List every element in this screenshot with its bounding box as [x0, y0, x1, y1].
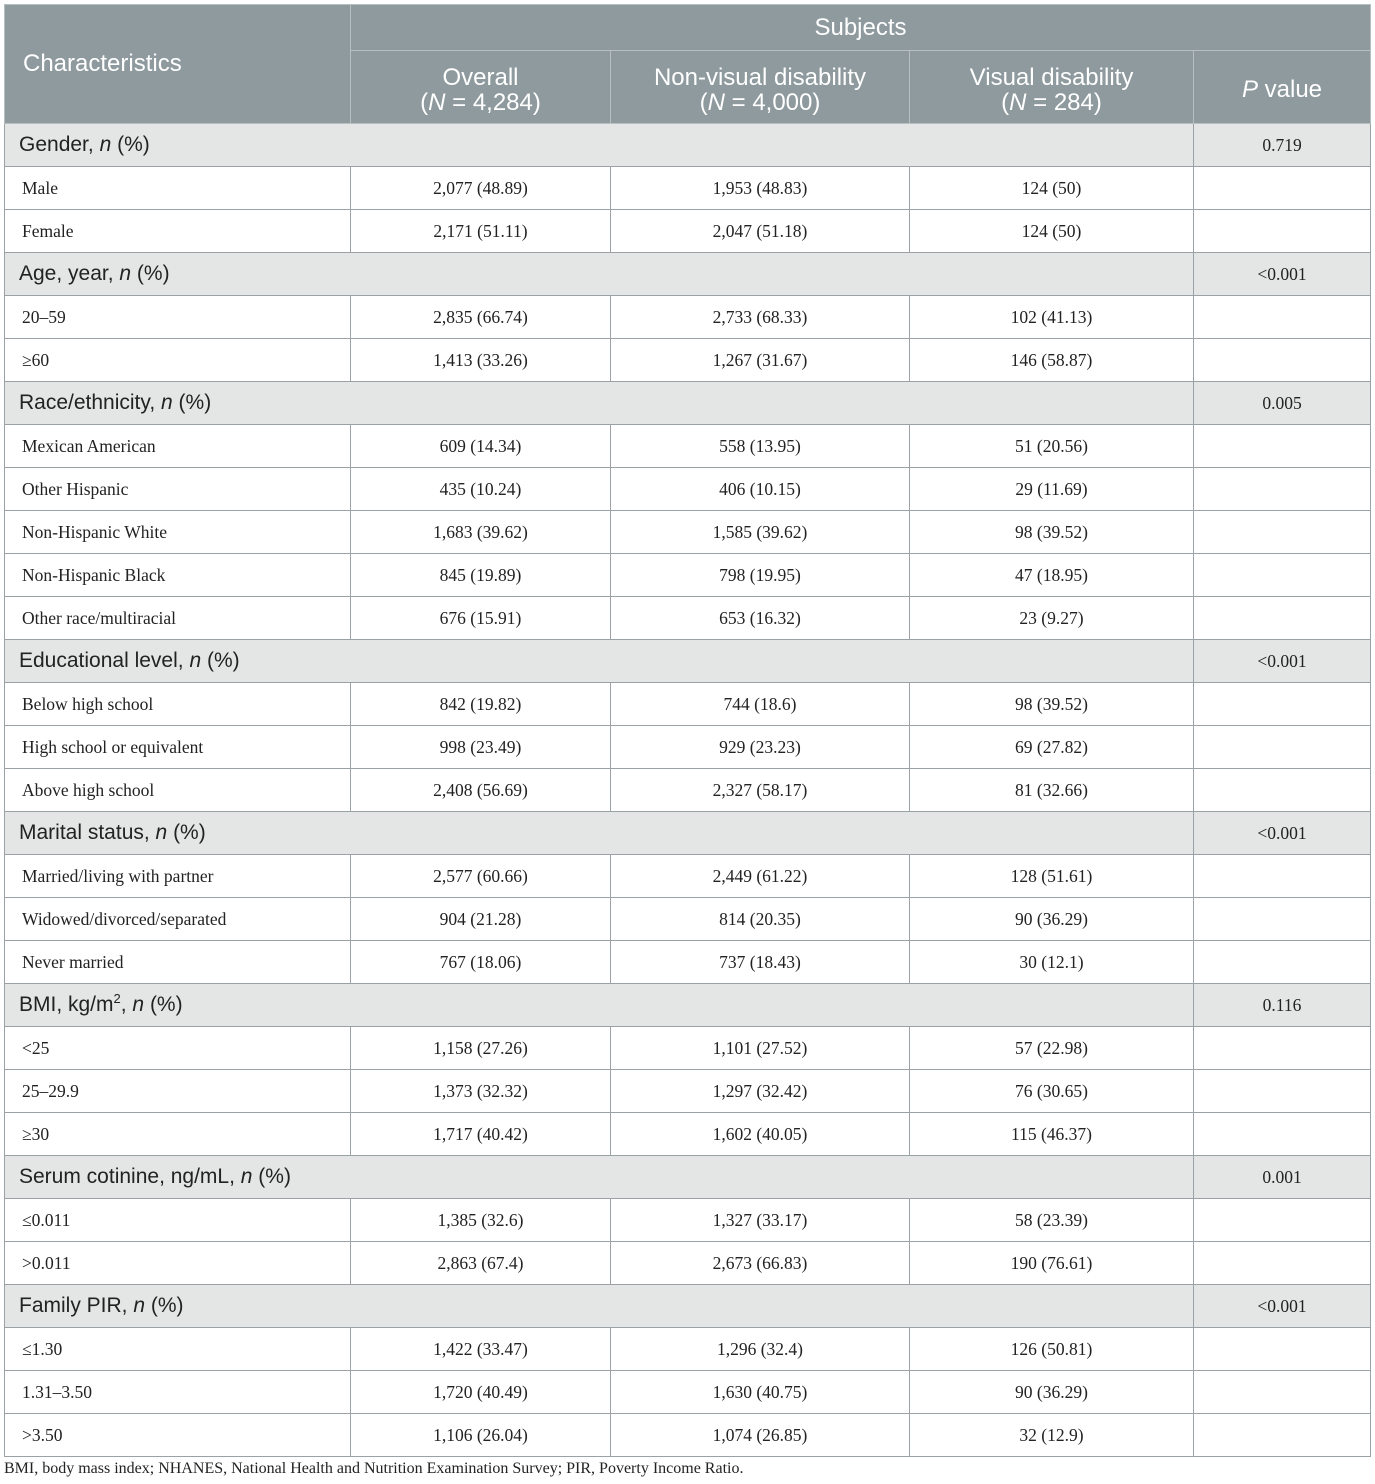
table-row [5, 855, 1371, 898]
table-row [5, 1414, 1371, 1457]
section-p-value: <0.001 [1194, 812, 1371, 855]
cell-visual: 30 (12.1) [910, 941, 1194, 984]
table-row [5, 554, 1371, 597]
cell-overall: 2,863 (67.4) [351, 1242, 611, 1285]
cell-p-value-empty [1194, 597, 1371, 640]
cell-overall: 1,683 (39.62) [351, 511, 611, 554]
cell-p-value-empty [1194, 898, 1371, 941]
row-label: Other Hispanic [5, 468, 351, 511]
cell-p-value-empty [1194, 1027, 1371, 1070]
cell-non-visual: 744 (18.6) [611, 683, 910, 726]
table-row [5, 1199, 1371, 1242]
cell-p-value-empty [1194, 855, 1371, 898]
cell-overall: 998 (23.49) [351, 726, 611, 769]
section-p-value: <0.001 [1194, 1285, 1371, 1328]
cell-visual: 47 (18.95) [910, 554, 1194, 597]
cell-visual: 124 (50) [910, 210, 1194, 253]
section-label-n: n [161, 391, 173, 414]
cell-non-visual: 1,585 (39.62) [611, 511, 910, 554]
cell-non-visual: 2,047 (51.18) [611, 210, 910, 253]
header-subjects: Subjects [351, 5, 1371, 51]
row-label: >0.011 [5, 1242, 351, 1285]
cell-visual: 128 (51.61) [910, 855, 1194, 898]
cell-non-visual: 1,101 (27.52) [611, 1027, 910, 1070]
section-label-text: Serum cotinine, ng/mL, [19, 1165, 241, 1188]
cell-visual: 81 (32.66) [910, 769, 1194, 812]
cell-overall: 2,835 (66.74) [351, 296, 611, 339]
section-label [5, 640, 1194, 683]
table-row [5, 1113, 1371, 1156]
cell-overall: 2,577 (60.66) [351, 855, 611, 898]
table-row [5, 769, 1371, 812]
cell-overall: 2,077 (48.89) [351, 167, 611, 210]
header-visual-name: Visual disability [969, 63, 1134, 91]
header-p-rest: value [1257, 76, 1323, 104]
section-label-n: n [99, 133, 112, 156]
row-label: Non-Hispanic White [5, 511, 351, 554]
section-label-pct: (%) [252, 1165, 291, 1188]
table-row [5, 683, 1371, 726]
section-label-text: Age, year, [19, 262, 120, 285]
section-label [5, 1285, 1194, 1328]
section-label-mid: , [120, 993, 133, 1016]
table-body [5, 124, 1371, 1457]
row-label: Female [5, 210, 351, 253]
cell-p-value-empty [1194, 167, 1371, 210]
section-row [5, 812, 1371, 855]
cell-overall: 1,413 (33.26) [351, 339, 611, 382]
row-label: Above high school [5, 769, 351, 812]
cell-non-visual: 1,327 (33.17) [611, 1199, 910, 1242]
row-label: Non-Hispanic Black [5, 554, 351, 597]
table-row [5, 425, 1371, 468]
section-label-text: Race/ethnicity, [19, 391, 162, 414]
row-label: 20–59 [5, 296, 351, 339]
section-label-n: n [132, 993, 145, 1016]
cell-overall: 1,717 (40.42) [351, 1113, 611, 1156]
section-row [5, 382, 1371, 425]
table-row [5, 210, 1371, 253]
cell-visual: 90 (36.29) [910, 1371, 1194, 1414]
cell-overall: 609 (14.34) [351, 425, 611, 468]
section-row [5, 253, 1371, 296]
section-p-value: 0.005 [1194, 382, 1371, 425]
table-row [5, 726, 1371, 769]
cell-overall: 904 (21.28) [351, 898, 611, 941]
section-label-text: Gender, [19, 133, 100, 156]
row-label: Widowed/divorced/separated [5, 898, 351, 941]
cell-p-value-empty [1194, 210, 1371, 253]
cell-overall: 1,373 (32.32) [351, 1070, 611, 1113]
header-visual-n-value: = 284) [1026, 89, 1102, 116]
cell-visual: 124 (50) [910, 167, 1194, 210]
characteristics-table [4, 4, 1371, 1457]
section-row [5, 1156, 1371, 1199]
cell-overall: 1,158 (27.26) [351, 1027, 611, 1070]
section-label-n: n [189, 649, 202, 672]
cell-non-visual: 1,953 (48.83) [611, 167, 910, 210]
cell-overall: 1,720 (40.49) [351, 1371, 611, 1414]
cell-p-value-empty [1194, 683, 1371, 726]
section-label-pct: (%) [201, 649, 240, 672]
cell-non-visual: 1,602 (40.05) [611, 1113, 910, 1156]
cell-p-value-empty [1194, 1113, 1371, 1156]
header-overall-n-label: N [428, 89, 446, 116]
table-row [5, 339, 1371, 382]
section-label-pct: (%) [172, 391, 212, 414]
cell-overall: 767 (18.06) [351, 941, 611, 984]
cell-overall: 845 (19.89) [351, 554, 611, 597]
cell-p-value-empty [1194, 1371, 1371, 1414]
section-row [5, 640, 1371, 683]
cell-visual: 23 (9.27) [910, 597, 1194, 640]
cell-overall: 1,106 (26.04) [351, 1414, 611, 1457]
cell-visual: 146 (58.87) [910, 339, 1194, 382]
cell-non-visual: 653 (16.32) [611, 597, 910, 640]
cell-non-visual: 929 (23.23) [611, 726, 910, 769]
characteristics-table-container [4, 4, 1370, 1457]
section-row [5, 124, 1371, 167]
cell-overall: 2,171 (51.11) [351, 210, 611, 253]
cell-non-visual: 1,074 (26.85) [611, 1414, 910, 1457]
section-p-value: <0.001 [1194, 640, 1371, 683]
row-label: >3.50 [5, 1414, 351, 1457]
section-label-text: Family PIR, [19, 1294, 134, 1317]
section-label-sup: 2 [113, 991, 121, 1006]
section-label-text: Marital status, [19, 821, 156, 844]
cell-p-value-empty [1194, 425, 1371, 468]
cell-non-visual: 2,449 (61.22) [611, 855, 910, 898]
row-label: ≥60 [5, 339, 351, 382]
table-header [5, 5, 1371, 124]
section-label-pct: (%) [131, 262, 170, 285]
section-p-value: 0.719 [1194, 124, 1371, 167]
cell-overall: 1,385 (32.6) [351, 1199, 611, 1242]
cell-p-value-empty [1194, 1328, 1371, 1371]
section-p-value: <0.001 [1194, 253, 1371, 296]
section-p-value: 0.001 [1194, 1156, 1371, 1199]
cell-non-visual: 1,267 (31.67) [611, 339, 910, 382]
header-non-visual-name: Non-visual disability [653, 63, 867, 91]
cell-visual: 115 (46.37) [910, 1113, 1194, 1156]
cell-p-value-empty [1194, 1199, 1371, 1242]
header-visual-n-label: N [1009, 89, 1027, 116]
header-overall-n-open: ( [420, 89, 429, 116]
row-label: Never married [5, 941, 351, 984]
section-p-value: 0.116 [1194, 984, 1371, 1027]
header-characteristics: Characteristics [5, 5, 351, 124]
cell-non-visual: 737 (18.43) [611, 941, 910, 984]
row-label: High school or equivalent [5, 726, 351, 769]
cell-visual: 126 (50.81) [910, 1328, 1194, 1371]
cell-non-visual: 1,297 (32.42) [611, 1070, 910, 1113]
table-row [5, 1371, 1371, 1414]
cell-p-value-empty [1194, 511, 1371, 554]
header-non-visual-n-open: ( [699, 89, 708, 116]
row-label: ≤0.011 [5, 1199, 351, 1242]
table-row [5, 941, 1371, 984]
section-label-n: n [155, 821, 168, 844]
cell-non-visual: 2,733 (68.33) [611, 296, 910, 339]
cell-non-visual: 2,673 (66.83) [611, 1242, 910, 1285]
row-label: Married/living with partner [5, 855, 351, 898]
cell-visual: 190 (76.61) [910, 1242, 1194, 1285]
cell-p-value-empty [1194, 1242, 1371, 1285]
table-row [5, 1070, 1371, 1113]
cell-p-value-empty [1194, 296, 1371, 339]
header-overall-n-value: = 4,284) [445, 89, 541, 116]
header-non-visual-n-value: = 4,000) [724, 89, 821, 116]
cell-p-value-empty [1194, 941, 1371, 984]
header-overall-name: Overall [442, 63, 519, 91]
cell-visual: 57 (22.98) [910, 1027, 1194, 1070]
row-label: ≤1.30 [5, 1328, 351, 1371]
cell-overall: 1,422 (33.47) [351, 1328, 611, 1371]
section-label-text: BMI, kg/m [19, 993, 114, 1016]
header-p-value [1194, 51, 1371, 124]
table-row [5, 597, 1371, 640]
section-label [5, 124, 1194, 167]
row-label: Mexican American [5, 425, 351, 468]
cell-visual: 69 (27.82) [910, 726, 1194, 769]
section-label-n: n [119, 262, 132, 285]
cell-non-visual: 814 (20.35) [611, 898, 910, 941]
cell-p-value-empty [1194, 769, 1371, 812]
cell-p-value-empty [1194, 1070, 1371, 1113]
row-label: <25 [5, 1027, 351, 1070]
section-label [5, 984, 1194, 1027]
row-label: Below high school [5, 683, 351, 726]
header-visual-n-open: ( [1001, 89, 1010, 116]
row-label: Male [5, 167, 351, 210]
cell-non-visual: 2,327 (58.17) [611, 769, 910, 812]
table-row [5, 898, 1371, 941]
table-row [5, 511, 1371, 554]
table-row [5, 167, 1371, 210]
cell-visual: 58 (23.39) [910, 1199, 1194, 1242]
cell-non-visual: 406 (10.15) [611, 468, 910, 511]
cell-overall: 435 (10.24) [351, 468, 611, 511]
cell-visual: 102 (41.13) [910, 296, 1194, 339]
cell-p-value-empty [1194, 726, 1371, 769]
section-label-text: Educational level, [19, 649, 190, 672]
section-label [5, 812, 1194, 855]
cell-overall: 842 (19.82) [351, 683, 611, 726]
cell-non-visual: 1,296 (32.4) [611, 1328, 910, 1371]
cell-p-value-empty [1194, 1414, 1371, 1457]
cell-visual: 76 (30.65) [910, 1070, 1194, 1113]
table-footnote: BMI, body mass index; NHANES, National Health and Nutrition Examination Survey; PIR, Poverty Income Ratio. [4, 1460, 744, 1477]
section-row [5, 1285, 1371, 1328]
header-visual [910, 51, 1194, 124]
table-row [5, 1242, 1371, 1285]
cell-non-visual: 558 (13.95) [611, 425, 910, 468]
row-label: 25–29.9 [5, 1070, 351, 1113]
cell-overall: 2,408 (56.69) [351, 769, 611, 812]
cell-visual: 51 (20.56) [910, 425, 1194, 468]
cell-non-visual: 1,630 (40.75) [611, 1371, 910, 1414]
cell-visual: 98 (39.52) [910, 511, 1194, 554]
table-row [5, 1328, 1371, 1371]
cell-p-value-empty [1194, 339, 1371, 382]
header-p-italic: P [1241, 76, 1258, 104]
cell-visual: 98 (39.52) [910, 683, 1194, 726]
table-row [5, 468, 1371, 511]
section-label [5, 253, 1194, 296]
section-label-n: n [240, 1165, 253, 1188]
header-non-visual-n-label: N [707, 89, 725, 116]
section-label [5, 1156, 1194, 1199]
section-label-n: n [133, 1294, 146, 1317]
cell-visual: 32 (12.9) [910, 1414, 1194, 1457]
cell-p-value-empty [1194, 554, 1371, 597]
table-row [5, 296, 1371, 339]
section-label-pct: (%) [167, 821, 206, 844]
cell-visual: 29 (11.69) [910, 468, 1194, 511]
section-label-pct: (%) [145, 1294, 184, 1317]
cell-overall: 676 (15.91) [351, 597, 611, 640]
cell-visual: 90 (36.29) [910, 898, 1194, 941]
row-label: ≥30 [5, 1113, 351, 1156]
row-label: Other race/multiracial [5, 597, 351, 640]
table-row [5, 1027, 1371, 1070]
section-label [5, 382, 1194, 425]
section-label-pct: (%) [144, 993, 183, 1016]
header-non-visual [611, 51, 910, 124]
cell-p-value-empty [1194, 468, 1371, 511]
cell-non-visual: 798 (19.95) [611, 554, 910, 597]
header-overall [351, 51, 611, 124]
section-row [5, 984, 1371, 1027]
section-label-pct: (%) [111, 133, 150, 156]
row-label: 1.31–3.50 [5, 1371, 351, 1414]
